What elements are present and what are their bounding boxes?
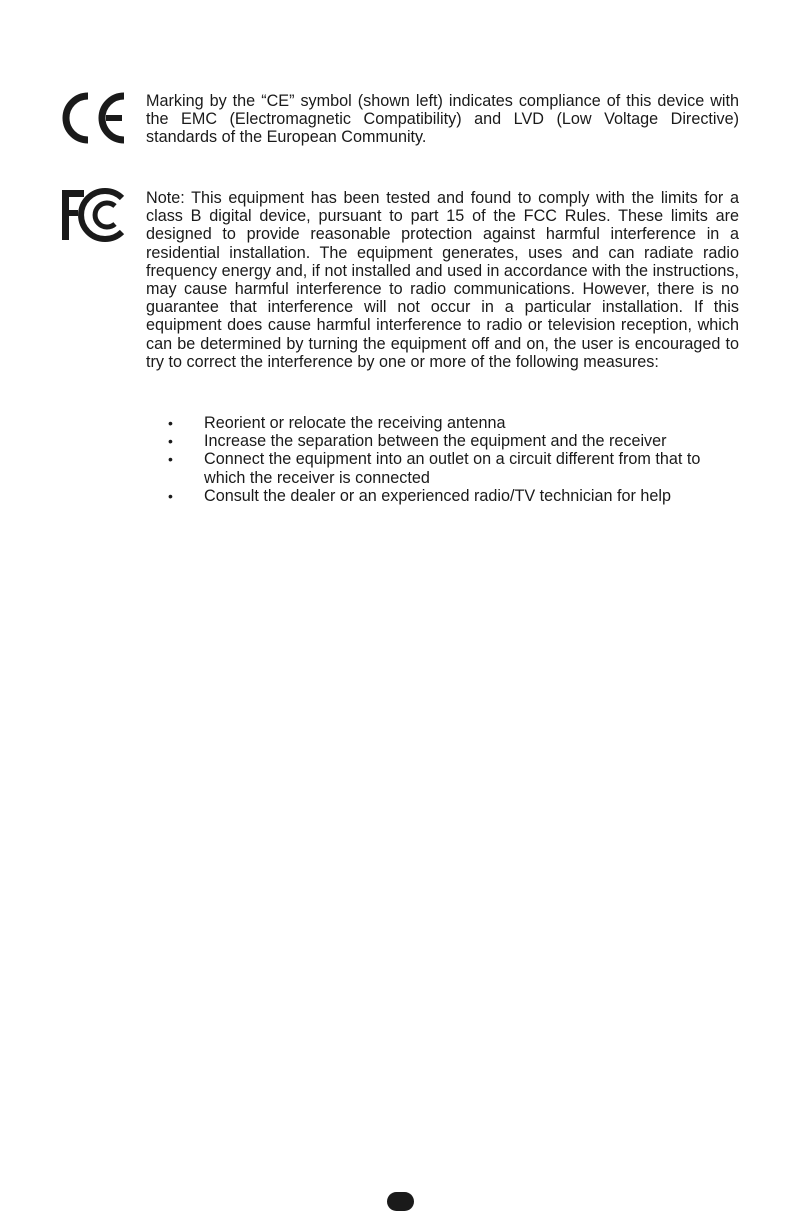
measure-text: Connect the equipment into an outlet on a circuit different from that to which the receiver is connected [204, 450, 701, 487]
bullet-icon: • [168, 487, 173, 504]
measure-text: Increase the separation between the equipment and the receiver [204, 432, 667, 451]
ce-mark-icon [62, 92, 128, 144]
ce-compliance-text: Marking by the “CE” symbol (shown left) indicates compliance of this device with the EMC (Electromagnetic Compatibility) and LVD (Low Voltage Directive) standards of the European Community. [146, 92, 739, 147]
fcc-logo-icon [60, 186, 126, 244]
fcc-measures-list [146, 414, 739, 505]
bullet-icon: • [168, 415, 173, 431]
list-item [146, 432, 739, 450]
list-item [146, 450, 739, 486]
measure-text: Consult the dealer or an experienced radio/TV technician for help [204, 486, 672, 505]
list-item [146, 414, 739, 432]
list-item [146, 487, 739, 505]
fcc-note-text: Note: This equipment has been tested and found to comply with the limits for a class B digital device, pursuant to part 15 of the FCC Rules. These limits are designed to provide reasonable protection against harmful interference in a residential installation. The equipment generates, uses and can radiate radio frequency energy and, if not installed and used in accordance with the instructions, may cause harmful interference to radio communications. However, there is no guarantee that interference will not occur in a particular installation. If this equipment does cause harmful interference to radio or television reception, which can be determined by turning the equipment off and on, the user is encouraged to try to correct the interference by one or more of the following measures: [146, 189, 739, 371]
page-number-badge [387, 1192, 414, 1211]
measure-text: Reorient or relocate the receiving antenna [204, 414, 506, 432]
bullet-icon: • [168, 451, 173, 468]
bullet-icon: • [168, 433, 173, 450]
